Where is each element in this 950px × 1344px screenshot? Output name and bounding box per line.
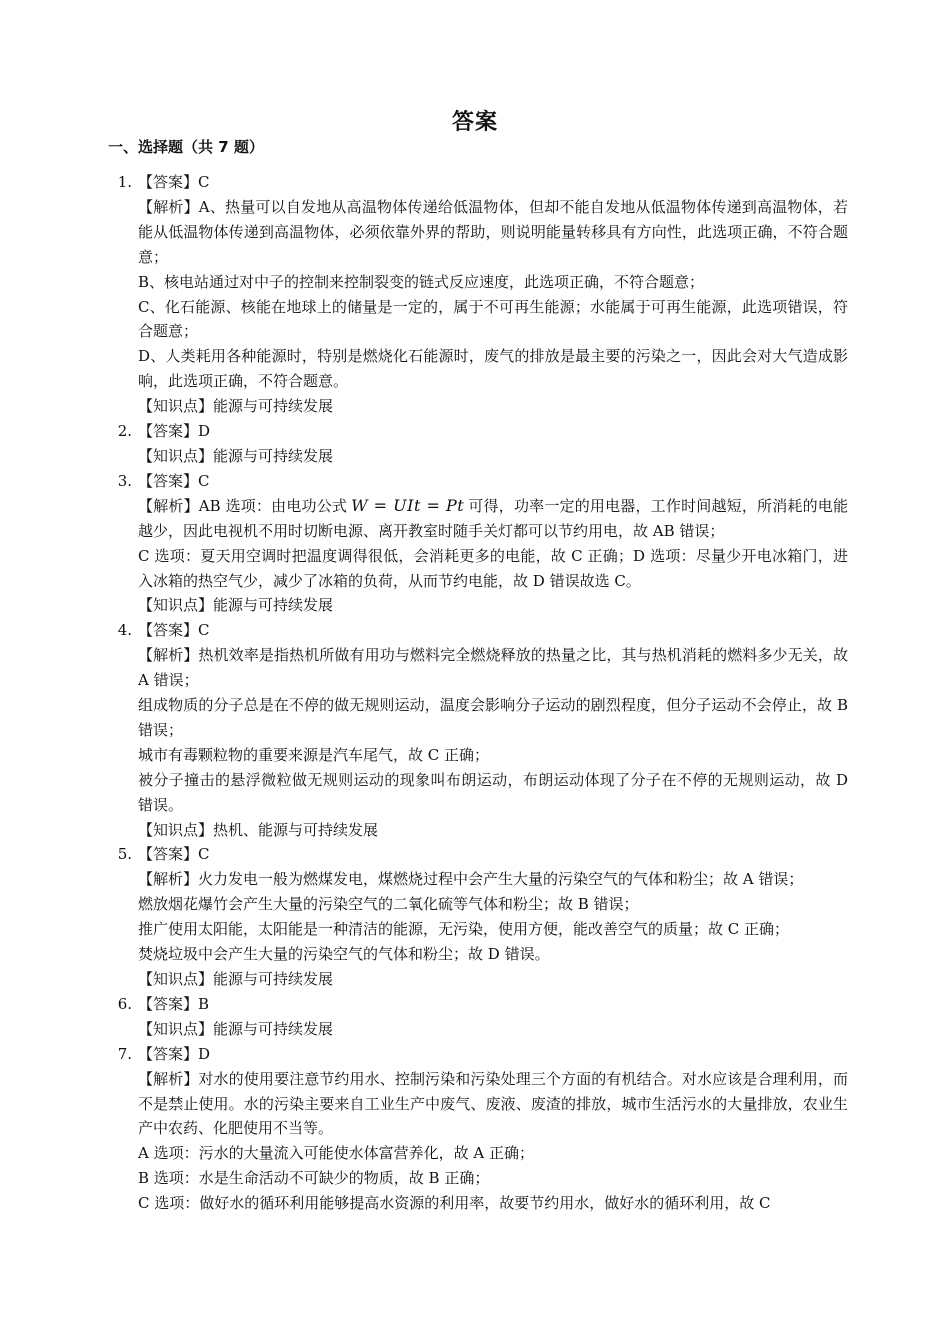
question-number: 7. (117, 1044, 132, 1063)
answer-line: 【答案】D (138, 422, 211, 441)
knowledge-point: 【知识点】能源与可持续发展 (138, 596, 334, 615)
question-item (108, 842, 848, 991)
question-item (108, 419, 848, 469)
analysis-paragraph: 焚烧垃圾中会产生大量的污染空气的气体和粉尘；故 D 错误。 (138, 945, 550, 964)
analysis-paragraph: B 选项：水是生命活动不可缺少的物质，故 B 正确； (138, 1169, 490, 1188)
question-item (108, 170, 848, 419)
question-item (108, 469, 848, 618)
analysis-paragraph: 【解析】A、热量可以自发地从高温物体传递给低温物体，但却不能自发地从低温物体传递到高温物体，若能从低温物体传递到高温物体，必须依靠外界的帮助，则说明能量转移具有方向性，此选项正确，不符合题意； (138, 197, 848, 266)
analysis-paragraph: 组成物质的分子总是在不停的做无规则运动，温度会影响分子运动的剧烈程度，但分子运动不会停止，故 B 错误； (138, 696, 848, 739)
question-number: 6. (117, 994, 132, 1013)
power-formula: W = UIt = Pt (351, 495, 465, 515)
question-number: 4. (117, 621, 132, 640)
answer-line: 【答案】C (138, 845, 210, 864)
analysis-paragraph: 【解析】火力发电一般为燃煤发电，煤燃烧过程中会产生大量的污染空气的气体和粉尘；故 A 错误； (138, 870, 804, 889)
answer-list (108, 170, 848, 1216)
analysis-paragraph: C 选项：夏天用空调时把温度调得很低，会消耗更多的电能，故 C 正确；D 选项：尽量少开电冰箱门，进入冰箱的热空气少，减少了冰箱的负荷，从而节约电能，故 D 错误故选 C。 (138, 546, 848, 590)
analysis-suffix: 可得，功率一定的用电器，工作时间越短，所消耗的电能越少，因此电视机不用时切断电源、离开教室时随手关灯都可以节约用电，故 AB 错误； (138, 496, 848, 540)
analysis-paragraph: 【解析】热机效率是指热机所做有用功与燃料完全燃烧释放的热量之比，其与热机消耗的燃料多少无关，故 A 错误； (138, 646, 848, 690)
analysis-paragraph: 燃放烟花爆竹会产生大量的污染空气的二氧化硫等气体和粉尘；故 B 错误； (138, 895, 639, 914)
question-number: 1. (117, 173, 132, 191)
analysis-paragraph: C 选项：做好水的循环利用能够提高水资源的利用率，故要节约用水，做好水的循环利用，故 C (138, 1194, 771, 1213)
question-item (108, 618, 848, 842)
page-title: 答案 (451, 110, 498, 135)
knowledge-point: 【知识点】能源与可持续发展 (138, 970, 334, 988)
question-number: 3. (117, 471, 132, 490)
analysis-paragraph: A 选项：污水的大量流入可能使水体富营养化，故 A 正确； (138, 1144, 534, 1163)
answer-line: 【答案】C (138, 471, 210, 490)
question-item (108, 992, 848, 1042)
knowledge-point: 【知识点】能源与可持续发展 (138, 397, 334, 416)
analysis-paragraph: D、人类耗用各种能源时，特别是燃烧化石能源时，废气的排放是最主要的污染之一，因此会对大气造成影响，此选项正确，不符合题意。 (138, 347, 848, 391)
analysis-paragraph (108, 494, 848, 544)
analysis-paragraph: B、核电站通过对中子的控制来控制裂变的链式反应速度，此选项正确，不符合题意； (138, 272, 705, 291)
analysis-paragraph: C、化石能源、核能在地球上的储量是一定的，属于不可再生能源；水能属于可再生能源，此选项错误，符合题意； (138, 297, 848, 341)
answer-line: 【答案】D (138, 1044, 211, 1063)
answer-line: 【答案】C (138, 173, 210, 191)
knowledge-point: 【知识点】热机、能源与可持续发展 (138, 820, 379, 839)
answer-line: 【答案】B (138, 994, 210, 1013)
question-number: 2. (117, 422, 132, 441)
section-heading: 一、选择题（共 7 题） (108, 138, 264, 156)
question-item (108, 1042, 848, 1216)
answer-line: 【答案】C (138, 621, 210, 640)
analysis-paragraph: 【解析】对水的使用要注意节约用水、控制污染和污染处理三个方面的有机结合。对水应该是合理利用，而不是禁止使用。水的污染主要来自工业生产中废气、废液、废渣的排放，城市生活污水的大量排放，农业生产中农药、化肥使用不当等。 (138, 1069, 848, 1138)
analysis-paragraph: 城市有毒颗粒物的重要来源是汽车尾气，故 C 正确； (138, 745, 490, 764)
analysis-prefix: 【解析】AB 选项：由电功公式 (138, 496, 348, 515)
knowledge-point: 【知识点】能源与可持续发展 (138, 1019, 334, 1038)
question-number: 5. (117, 845, 132, 864)
knowledge-point: 【知识点】能源与可持续发展 (138, 446, 334, 465)
analysis-paragraph: 推广使用太阳能，太阳能是一种清洁的能源，无污染，使用方便，能改善空气的质量；故 C 正确； (138, 920, 790, 939)
analysis-paragraph: 被分子撞击的悬浮微粒做无规则运动的现象叫布朗运动，布朗运动体现了分子在不停的无规则运动，故 D 错误。 (138, 770, 848, 814)
